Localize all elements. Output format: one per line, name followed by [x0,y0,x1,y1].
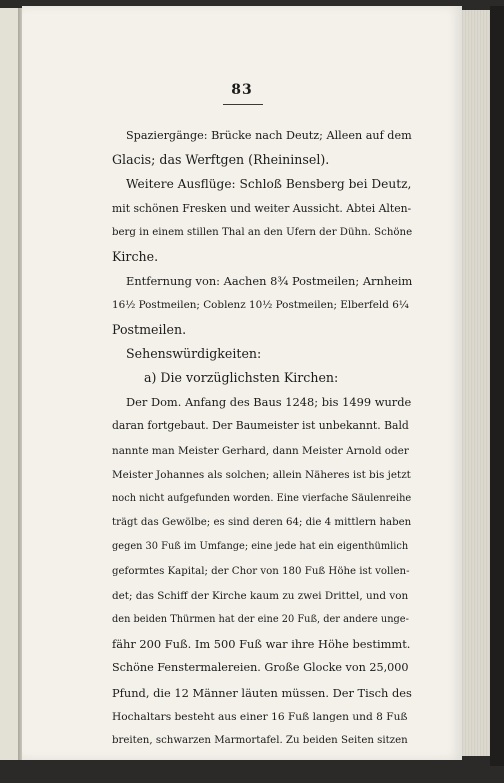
text-line: Meister Johannes als solchen; allein Näheres ist bis jetzt [112,468,411,481]
text-line: Spaziergänge: Brücke nach Deutz; Alleen auf dem [126,129,412,142]
book-page [22,6,462,760]
text-line: Weitere Ausflüge: Schloß Bensberg bei Deutz, [126,177,412,192]
body-text [112,124,412,753]
text-line: trägt das Gewölbe; es sind deren 64; die 4 mittlern haben [112,517,412,529]
text-line: 16½ Postmeilen; Coblenz 10½ Postmeilen; Elberfeld 6¼ [112,299,409,312]
text-line: det; das Schiff der Kirche kaum zu zwei Drittel, und von [112,589,409,602]
text-line: mit schönen Fresken und weiter Aussicht. Abtei Alten- [112,201,412,215]
text-line: Hochaltars besteht aus einer 16 Fuß langen und 8 Fuß [112,710,408,723]
text-line: Schöne Fenstermalereien. Große Glocke von 25,000 [112,661,409,675]
text-line: den beiden Thürmen hat der eine 20 Fuß, der andere unge- [112,614,409,626]
text-line: Glacis; das Werftgen (Rheininsel). [112,152,330,168]
text-line: Postmeilen. [112,321,187,337]
text-line: berg in einem stillen Thal an den Ufern der Dühn. Schöne [112,226,413,238]
text-line: a) Die vorzüglichsten Kirchen: [144,370,339,386]
page-fore-edge [462,10,492,756]
previous-page-edge [0,8,20,760]
text-line: Kirche. [112,249,159,265]
text-line: geformtes Kapital; der Chor von 180 Fuß Höhe ist vollen- [112,565,410,577]
book-cover-edge [490,6,504,766]
text-line: nannte man Meister Gerhard, dann Meister Arnold oder [112,444,409,457]
text-line: Sehenswürdigkeiten: [126,345,262,361]
page-number: 83 [231,82,253,98]
text-line: daran fortgebaut. Der Baumeister ist unbekannt. Bald [112,419,409,433]
text-line: Entfernung von: Aachen 8¾ Postmeilen; Arnheim [126,274,413,289]
page-number-rule [223,104,263,105]
text-line: Pfund, die 12 Männer läuten müssen. Der Tisch des [112,685,412,700]
text-line: noch nicht aufgefunden worden. Eine vierfache Säulenreihe [112,493,412,505]
text-line: Der Dom. Anfang des Baus 1248; bis 1499 wurde [126,395,412,410]
text-line: breiten, schwarzen Marmortafel. Zu beiden Seiten sitzen [112,735,408,747]
text-line: fähr 200 Fuß. Im 500 Fuß war ihre Höhe bestimmt. [112,637,411,652]
text-line: gegen 30 Fuß im Umfange; eine jede hat ein eigenthümlich [112,541,409,553]
